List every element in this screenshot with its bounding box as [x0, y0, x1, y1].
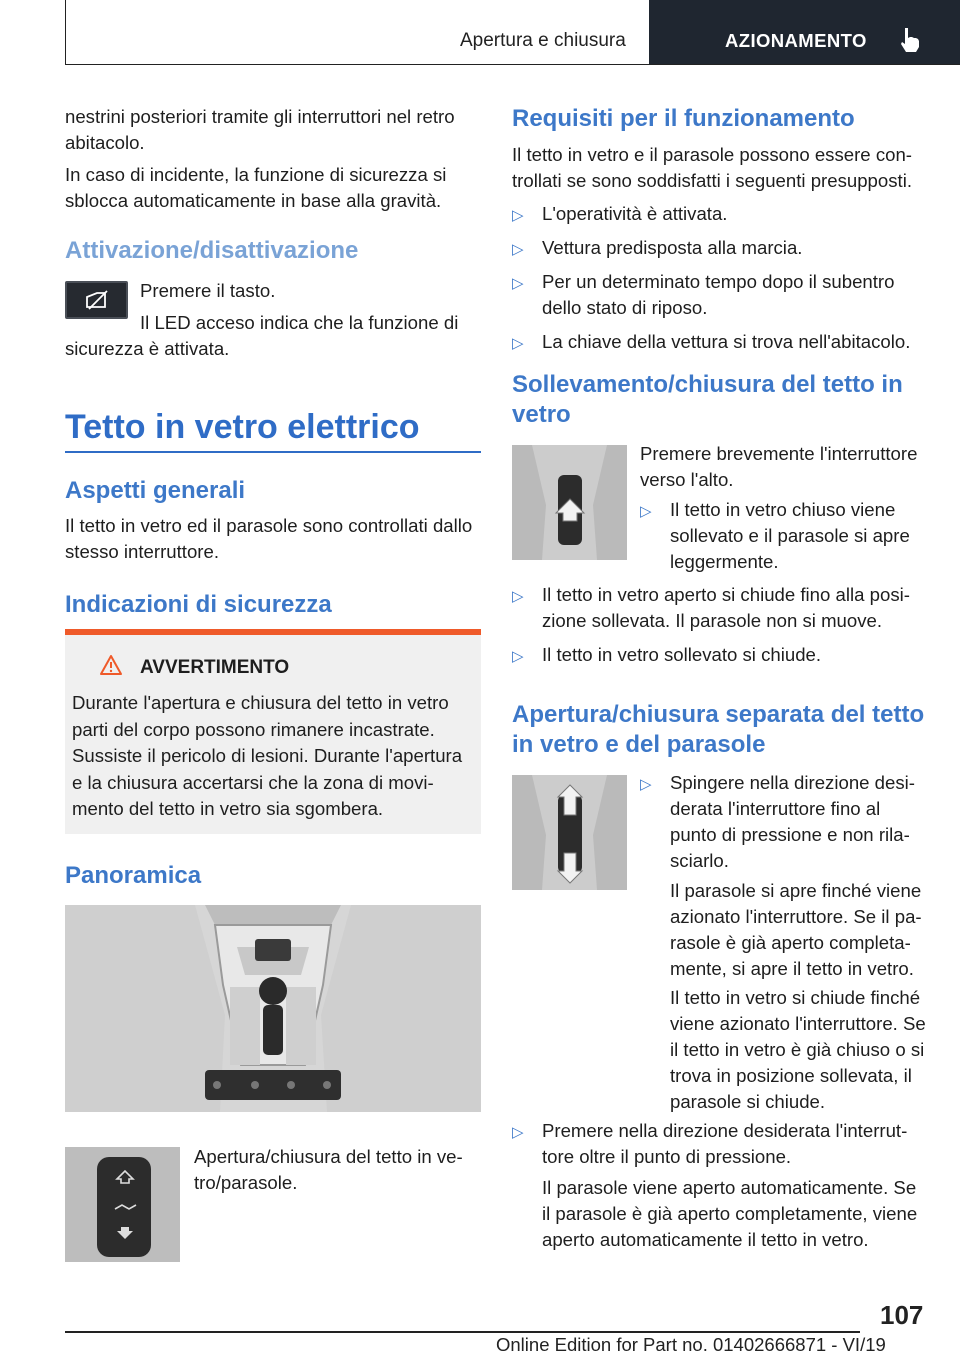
heading-activation: Attivazione/disattivazione: [65, 237, 359, 264]
list-item: ▷ Per un determinato tempo dopo il subentro dello stato di riposo.: [512, 271, 895, 318]
heading-glass-roof: Tetto in vetro elettrico: [65, 408, 420, 446]
roof-switch-photo: [65, 1147, 180, 1262]
list-item: ▷ Premere nella direzione desiderata l'interruttore oltre il punto di pressione.: [512, 1120, 908, 1167]
warning-title: AVVERTIMENTO: [140, 657, 290, 678]
raise-list-inner: [640, 497, 928, 575]
header-section-title: Apertura e chiusura: [460, 30, 626, 51]
list-item: ▷ Il tetto in vetro chiuso viene sollevato e il parasole si apre leggermente.: [640, 499, 910, 572]
separate-list: [512, 1118, 928, 1170]
raise-list: [512, 582, 928, 668]
triangle-bullet-icon: ▷: [512, 275, 524, 292]
triangle-bullet-icon: ▷: [512, 241, 524, 258]
footer-edition: Online Edition for Part no. 01402666871 - VI/19: [496, 1334, 886, 1355]
window-safety-button-icon: [65, 281, 128, 319]
heading-general: Aspetti generali: [65, 477, 246, 504]
separate-list-inner: [640, 770, 928, 874]
warning-text: Durante l'apertura e chiusura del tetto in vetro parti del corpo possono rimanere incastrate. Sussiste il pericolo di lesioni. Durante l'apertura e la chiusura accertarsi che la zona di movimento del tetto in vetro sia sgombera.: [72, 692, 463, 819]
pointing-hand-icon: [897, 26, 923, 54]
list-item: ▷ Vettura predisposta alla marcia.: [512, 235, 928, 261]
page-number: 107: [880, 1300, 924, 1330]
triangle-bullet-icon: ▷: [512, 648, 524, 665]
triangle-bullet-icon: ▷: [512, 207, 524, 224]
heading-raise: Sollevamento/chiusura del tetto in vetro: [512, 371, 903, 428]
raise-switch-photo: [512, 445, 627, 560]
heading-overview: Panoramica: [65, 862, 202, 889]
list-item: ▷ Spingere nella direzione desiderata l'interruttore fino al punto di pressione e non rilasciarlo.: [640, 772, 915, 871]
raise-text: Premere brevemente l'interruttore verso l'alto.: [640, 443, 918, 490]
overhead-console-photo: [65, 905, 481, 1112]
separate-switch-photo: [512, 775, 627, 890]
separate-text-4: Il parasole viene aperto automaticamente. Se il parasole è già aperto completamente, viene aperto automaticamente il tetto in vetro.: [542, 1177, 918, 1250]
warning-triangle-icon: [99, 654, 123, 676]
led-text-line2: sicurezza è attivata.: [65, 338, 230, 359]
triangle-bullet-icon: ▷: [640, 503, 652, 520]
list-item: ▷ La chiave della vettura si trova nell'abitacolo.: [512, 329, 928, 355]
crash-paragraph: In caso di incidente, la funzione di sicurezza si sblocca automaticamente in base alla gravità.: [65, 164, 447, 211]
triangle-bullet-icon: ▷: [512, 1124, 524, 1141]
general-text: Il tetto in vetro ed il parasole sono controllati dallo stesso interruttore.: [65, 515, 473, 562]
heading-underline: [65, 451, 481, 453]
list-item: ▷ L'operatività è attivata.: [512, 201, 928, 227]
triangle-bullet-icon: ▷: [512, 588, 524, 605]
requirements-list: [512, 201, 928, 355]
heading-safety: Indicazioni di sicurezza: [65, 591, 332, 618]
requirements-text: Il tetto in vetro e il parasole possono essere controllati se sono soddisfatti i seguenti presupposti.: [512, 144, 912, 191]
list-item: ▷ Il tetto in vetro sollevato si chiude.: [512, 642, 928, 668]
header-chapter-tab: [649, 0, 960, 64]
header-chapter-label: AZIONAMENTO: [725, 30, 867, 51]
warning-box: [65, 635, 481, 834]
intro-paragraph: nestrini posteriori tramite gli interruttori nel retro abitacolo.: [65, 106, 455, 153]
switch-caption: Apertura/chiusura del tetto in vetro/parasole.: [194, 1146, 463, 1193]
footer-rule: [65, 1331, 860, 1333]
separate-text-3: Il tetto in vetro si chiude finché viene azionato l'interruttore. Se il tetto in vetro è già chiuso o si trova in posizione sollevata, il parasole si chiude.: [670, 987, 926, 1112]
triangle-bullet-icon: ▷: [640, 776, 652, 793]
led-text-line1: Il LED acceso indica che la funzione di: [140, 312, 459, 333]
triangle-bullet-icon: ▷: [512, 335, 524, 352]
heading-separate: Apertura/chiusura separata del tetto in vetro e del parasole: [512, 701, 925, 758]
list-item: ▷ Il tetto in vetro aperto si chiude fino alla posizione sollevata. Il parasole non si muove.: [512, 584, 910, 631]
separate-text-2: Il parasole si apre finché viene azionato l'interruttore. Se il parasole è già aperto completamente, si apre il tetto in vetro.: [670, 880, 922, 979]
heading-requirements: Requisiti per il funzionamento: [512, 105, 855, 132]
press-button-text: Premere il tasto.: [140, 280, 276, 301]
